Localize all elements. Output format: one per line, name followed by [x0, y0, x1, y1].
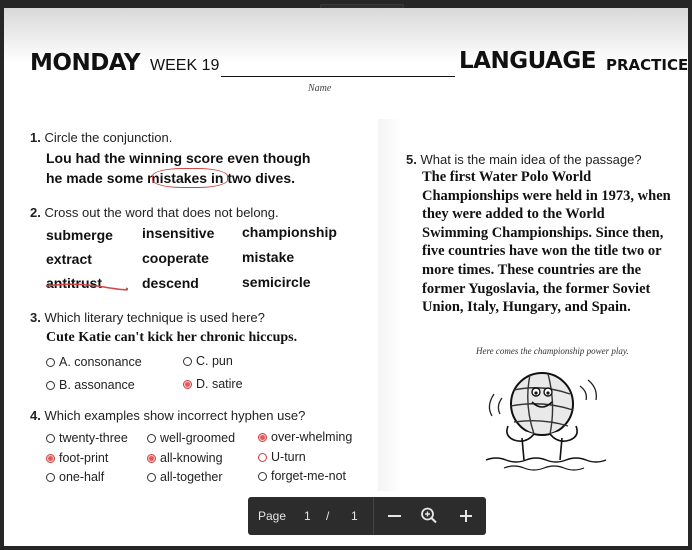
q4-option-u-turn[interactable] [258, 450, 306, 464]
day-title: MONDAY [30, 50, 141, 76]
toolbar-divider [373, 497, 374, 535]
zoom-fit-icon[interactable] [420, 506, 438, 526]
q4-prompt [30, 408, 305, 423]
q4-option-label: well-groomed [160, 431, 236, 445]
q2-word-submerge: submerge [46, 227, 113, 243]
q3-option-d[interactable] [183, 377, 243, 391]
q5-number: 5. [406, 152, 417, 167]
q3-option-c[interactable] [183, 354, 233, 368]
q2-word-insensitive: insensitive [142, 225, 215, 241]
zoom-in-icon[interactable] [458, 506, 474, 526]
q3-option-c-label: C. pun [196, 354, 233, 368]
q1-answer-circle [152, 168, 228, 188]
q1-prompt [30, 130, 172, 145]
current-page-input[interactable]: 1 [304, 509, 311, 523]
radio-marked-icon [46, 454, 55, 463]
radio-icon [147, 473, 156, 482]
q2-word-antitrust: antitrust [46, 275, 102, 291]
q4-option-forget-me-not[interactable] [258, 469, 346, 483]
q3-prompt [30, 310, 265, 325]
subject-title: LANGUAGE [459, 48, 596, 74]
radio-icon [258, 453, 267, 462]
radio-icon [46, 434, 55, 443]
q4-option-over-whelming[interactable] [258, 430, 352, 444]
q4-option-label: foot-print [59, 451, 109, 465]
q3-option-b-label: B. assonance [59, 378, 135, 392]
q2-prompt-text: Cross out the word that does not belong. [44, 205, 279, 220]
radio-icon [258, 472, 267, 481]
q4-option-foot-print[interactable] [46, 451, 108, 465]
q2-prompt [30, 205, 279, 220]
q4-option-label: all-together [160, 470, 223, 484]
q2-word-championship: championship [242, 224, 337, 240]
page-separator: / [326, 509, 330, 523]
q2-number: 2. [30, 205, 41, 220]
worksheet-header [28, 48, 689, 94]
q4-option-label: one-half [59, 470, 105, 484]
q2-word-semicircle: semicircle [242, 274, 311, 290]
name-label: Name [308, 83, 332, 94]
q3-prompt-text: Which literary technique is used here? [44, 310, 265, 325]
q5-prompt-text: What is the main idea of the passage? [420, 152, 642, 167]
q2-word-descend: descend [142, 275, 199, 291]
radio-icon [147, 434, 156, 443]
q4-option-well-groomed[interactable] [147, 431, 235, 445]
q4-option-all-knowing[interactable] [147, 451, 223, 465]
q3-option-a[interactable] [46, 355, 142, 369]
q4-option-one-half[interactable] [46, 470, 104, 484]
q5-passage: The first Water Polo World Championships were held in 1973, when they were added to the World Swimming Championships. Since then, five countries have won the title two or more times. These countries are the former Yugoslavia, the former Soviet Union, Italy, Hungary, and Spain. [422, 169, 671, 316]
radio-icon [46, 381, 55, 390]
q4-option-label: twenty-three [59, 431, 128, 445]
q2-word-mistake: mistake [242, 249, 295, 265]
q4-prompt-text: Which examples show incorrect hyphen use? [44, 408, 306, 423]
q3-number: 3. [30, 310, 41, 325]
q3-option-d-label: D. satire [196, 377, 243, 391]
q4-option-all-together[interactable] [147, 470, 223, 484]
q1-line2-post: in two dives. [207, 170, 295, 186]
q3-option-a-label: A. consonance [59, 355, 142, 369]
page-label: Page [258, 509, 287, 523]
q3-sentence: Cute Katie can't kick her chronic hiccups. [46, 330, 298, 345]
radio-marked-icon [183, 380, 192, 389]
q1-prompt-text: Circle the conjunction. [44, 130, 173, 145]
q3-option-b[interactable] [46, 378, 135, 392]
water-polo-ball-illustration [484, 366, 608, 478]
radio-icon [183, 357, 192, 366]
q1-line1: Lou had the winning score even though [46, 150, 311, 166]
q4-option-label: forget-me-not [271, 469, 347, 483]
week-label: WEEK 19 [150, 57, 220, 74]
q5-prompt [406, 152, 642, 167]
q1-number: 1. [30, 130, 41, 145]
q4-option-label: over-whelming [271, 430, 353, 444]
subject-suffix: PRACTICE [606, 56, 689, 74]
radio-icon [46, 358, 55, 367]
radio-marked-icon [258, 433, 267, 442]
q2-crossout-mark [44, 278, 128, 294]
q4-option-twenty-three[interactable] [46, 431, 128, 445]
page-toolbar [248, 497, 486, 535]
q4-number: 4. [30, 408, 41, 423]
q2-word-extract: extract [46, 251, 92, 267]
total-pages: 1 [351, 509, 358, 523]
q4-option-label: U-turn [271, 450, 306, 464]
zoom-out-icon[interactable] [388, 515, 401, 517]
q1-line2-pre: he made some [46, 170, 148, 186]
radio-icon [46, 473, 55, 482]
name-line [221, 76, 455, 77]
q2-word-cooperate: cooperate [142, 250, 209, 266]
q5-caption: Here comes the championship power play. [476, 346, 629, 356]
q4-option-label: all-knowing [160, 451, 223, 465]
q1-circled-word: mistakes [147, 170, 208, 186]
radio-marked-icon [147, 454, 156, 463]
